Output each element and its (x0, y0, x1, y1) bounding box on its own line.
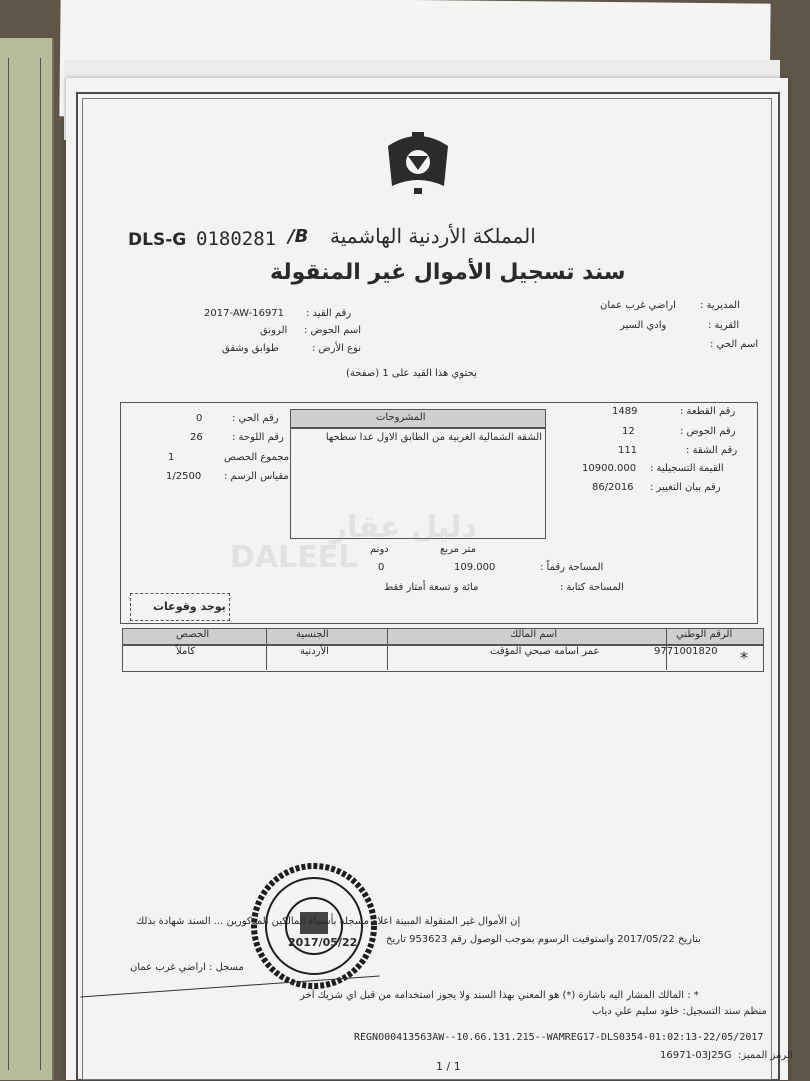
basin-no-label: رقم الحوض : (680, 426, 736, 437)
area-written: مائة و تسعة أمتار فقط (384, 582, 479, 593)
directorate: اراضي غرب عمان (600, 300, 676, 311)
watermark-en: DALEEL (230, 540, 358, 575)
change-no-label: رقم بيان التغيير : (650, 482, 721, 493)
owners-header-nationality: الجنسية (296, 629, 329, 640)
change-no: 86/2016 (592, 482, 634, 493)
seal-date: 2017/05/22 (288, 936, 358, 949)
registrar-line: مسجل : اراضي غرب عمان (130, 962, 244, 973)
owner-national-id: 9771001820 (654, 646, 718, 657)
kingdom-title: المملكة الأردنية الهاشمية (330, 224, 536, 248)
plot-no-label: رقم القطعة : (680, 406, 736, 417)
page-title: سند تسجيل الأموال غير المنقولة (270, 260, 626, 285)
star-note: * : المالك المشار اليه باشارة (*) هو المعني بهذا السند ولا يجوز استخدامه من قبل اي شريك آخر (300, 990, 699, 1001)
village-label: القرية : (708, 320, 740, 331)
shares-total-label: مجموع الحصص (224, 452, 290, 463)
scale: 1/2500 (166, 471, 202, 482)
coat-of-arms-icon (378, 126, 458, 194)
land-type: طوابق وشقق (222, 343, 279, 354)
area-unit-dunum: دونم (370, 544, 389, 555)
distinct-code: 16971-03J25G (660, 1050, 732, 1061)
watermark-ar: دليل عقار (330, 510, 477, 545)
directorate-label: المديرية : (700, 300, 740, 311)
shares-total: 1 (168, 452, 175, 463)
incidents-button[interactable] (130, 593, 230, 621)
plot-no: 1489 (612, 406, 638, 417)
area-sqm: 109.000 (454, 562, 496, 573)
village: وادي السير (620, 320, 667, 331)
area-numeric-label: المساحة رقماً : (540, 562, 604, 573)
organizer: منظم سند التسجيل: خلود سليم علي دياب (592, 1006, 767, 1017)
serial-number: 0180281 (196, 228, 277, 250)
area-written-label: المساحة كتابة : (560, 582, 624, 593)
owner-name: عمر اسامه صبحي المؤقت (490, 646, 600, 657)
owner-shares: كاملاً (176, 646, 196, 657)
remarks-header: المشروحات (376, 412, 426, 423)
district-no: 0 (196, 413, 203, 424)
sheet-no: 26 (190, 432, 203, 443)
cert-line-2: بتاريخ 2017/05/22 واستوفيت الرسوم بموجب الوصول رقم 953623 تاريخ (386, 934, 701, 945)
land-type-label: نوع الأرض : (312, 343, 362, 354)
incidents-label: يوجد وقوعات (153, 600, 226, 613)
registration-code: REGNO00413563AW--10.66.131.215--WAMREG17-DLS0354-01:02:13-22/05/2017 (354, 1032, 764, 1043)
distinct-code-label: الرمز المميز: (738, 1050, 793, 1061)
record-no: 2017-AW-16971 (204, 308, 285, 319)
basin-no: 12 (622, 426, 635, 437)
reg-value-label: القيمة التسجيلية : (650, 463, 724, 474)
scale-label: مقياس الرسم : (224, 471, 289, 482)
binder-folder (0, 38, 54, 1080)
apt-no-label: رقم الشقة : (686, 445, 738, 456)
owner-marker: * (740, 648, 748, 667)
serial-suffix: /B (288, 226, 309, 247)
apt-no: 111 (618, 445, 638, 456)
pages-note: يحتوي هذا القيد على 1 (صفحة) (346, 368, 477, 379)
serial-prefix: DLS-G (128, 230, 187, 250)
owners-header-shares: الحصص (176, 629, 210, 640)
area-unit-sqm: متر مربع (440, 544, 477, 555)
page-number: 1 / 1 (436, 1060, 461, 1073)
owners-header-name: اسم المالك (510, 629, 558, 640)
cert-line-1: إن الأموال غير المنقولة المبينة اعلاه مسجلة بأسماء المالكين المذكورين ... السند شهادة بذلك (136, 916, 521, 927)
district-label: اسم الحي : (710, 339, 759, 350)
owners-header-id: الرقم الوطني (676, 629, 733, 640)
reg-value: 10900.000 (582, 463, 637, 474)
basin-name-label: اسم الحوض : (304, 325, 362, 336)
remarks-text: الشقة الشمالية الغربية من الطابق الاول عدا سطحها (325, 432, 542, 443)
area-dunum: 0 (378, 562, 385, 573)
sheet-no-label: رقم اللوحة : (232, 432, 284, 443)
owner-nationality: الأردنية (300, 646, 329, 657)
record-no-label: رقم القيد : (306, 308, 352, 319)
district-no-label: رقم الحي : (232, 413, 279, 424)
basin-name: الرونق (260, 325, 288, 336)
